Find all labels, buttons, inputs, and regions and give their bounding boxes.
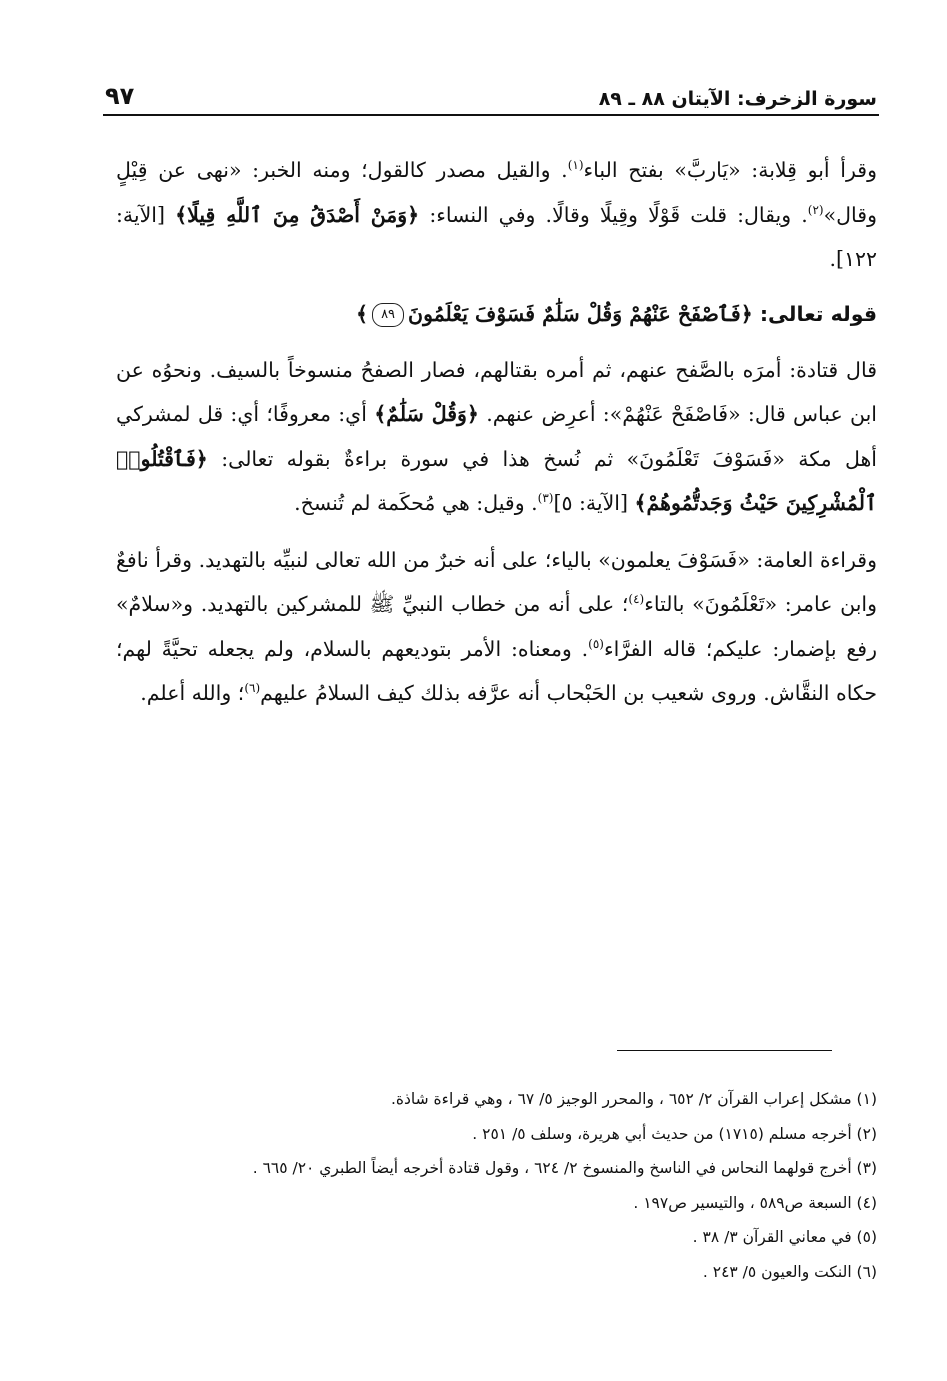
text-run: . والقيل مصدر كالقول؛ ومنه الخبر: «نهى عن قِيْلٍ وقال»: [116, 158, 877, 227]
footnote-ref-1: (١): [567, 158, 584, 173]
text-run: . ومعناه: الأمر بتوديعهم بالسلام، ولم يجعله تحيَّةً لهم؛ حكاه النقَّاش. وروى شعيب بن الحَبْحاب أنه عرَّفه بذلك كيف السلامُ عليهم: [116, 636, 877, 705]
text-run: أي: معروفًا؛ أي: قل لمشركي أهل مكة «فَسَوْفَ تَعْلَمُونَ» ثم نُسخ هذا في سورة براءةٌ بقوله تعالى:: [116, 402, 877, 471]
paragraph-2: [116, 348, 877, 526]
footnotes: [116, 1082, 877, 1289]
text-run: [الآية: ١٢٢].: [116, 202, 877, 271]
text-run: وقراءة العامة: «فَسَوْفَ يعلمون» بالياء؛ على أنه خبرٌ من الله تعالى لنبيِّه بالتهديد. وقرأ نافعٌ وابن عامر: «تَعْلَمُونَ» بالتاء: [116, 547, 877, 616]
footnote: (٤) السبعة ص٥٨٩ ، والتيسير ص١٩٧ .: [633, 1193, 877, 1212]
text-run: ؛ والله أعلم.: [140, 681, 245, 705]
verse-text: ﴿فَٱصْفَحْ عَنْهُمْ وَقُلْ سَلَٰمٌ فَسَوْفَ يَعْلَمُونَ: [408, 301, 753, 326]
running-header: [105, 74, 877, 110]
page-number: ٩٧: [105, 82, 135, 110]
header-title: سورة الزخرف: الآيتان ٨٨ ـ ٨٩: [598, 88, 877, 110]
quran-quote: ﴿وَقُلْ سَلَٰمٌ﴾: [374, 402, 479, 426]
footnote-ref-5: (٥): [588, 636, 604, 651]
text-run: [الآية: ٥]: [553, 491, 635, 515]
paragraph-3: [116, 538, 877, 716]
text-run: . وقيل: هي مُحكَمة لم تُنسخ.: [294, 491, 538, 515]
quran-quote: ﴿فَٱقْتُلُوا۟ ٱلْمُشْرِكِينَ حَيْثُ وَجَدتُّمُوهُمْ﴾: [116, 446, 877, 515]
main-text: [116, 148, 877, 726]
footnote-ref-3: (٣): [537, 491, 554, 506]
footnote-ref-4: (٤): [628, 592, 645, 607]
footnote-separator: [617, 1050, 832, 1051]
header-rule: [103, 114, 879, 116]
footnote: (٥) في معاني القرآن ٣/ ٣٨ .: [692, 1228, 877, 1246]
footnote-ref-2: (٢): [807, 202, 824, 217]
footnote-ref-6: (٦): [244, 681, 261, 696]
ayah-number-badge: ٨٩: [372, 303, 404, 327]
verse-heading-label: قوله تعالى:: [752, 301, 877, 326]
footnote: (١) مشكل إعراب القرآن ٢/ ٦٥٢ ، والمحرر الوجيز ٥/ ٦٧ ، وهي قراءة شاذة.: [390, 1090, 877, 1108]
verse-heading: [116, 292, 877, 336]
text-run: قال قتادة: أمرَه بالصَّفح عنهم، ثم أمره بقتالهم، فصار الصفحُ منسوخاً بالسيف. ونحوُه عن ابن عباس قال: «فَاصْفَحْ عَنْهُمْ»: أعرِض عنهم.: [116, 357, 878, 426]
paragraph-1: [116, 148, 877, 282]
verse-close-bracket: ﴾: [356, 301, 369, 326]
footnote: (٢) أخرجه مسلم (١٧١٥) من حديث أبي هريرة، وسلف ٥/ ٢٥١ .: [472, 1124, 877, 1143]
quran-quote: ﴿وَمَنْ أَصْدَقُ مِنَ ٱللَّهِ قِيلًا﴾: [175, 202, 420, 227]
footnote: (٦) النكت والعيون ٥/ ٢٤٣ .: [702, 1262, 877, 1281]
text-run: ؛ على أنه من خطاب النبيِّ ﷺ للمشركين بالتهديد. و«سلامٌ» رفع بإضمار: عليكم؛ قاله الفرَّاء: [116, 592, 877, 661]
footnote: (٣) أخرج قولهما النحاس في الناسخ والمنسوخ ٢/ ٦٢٤ ، وقول قتادة أخرجه أيضاً الطبري ٢٠/ ٦٦٥ .: [252, 1159, 877, 1177]
text-run: وقرأ أبو قِلابة: «يَاربَّ» بفتح الباء: [583, 158, 877, 182]
text-run: . ويقال: قلت قَوْلًا وقِيلًا وقالًا. وفي النساء:: [419, 202, 808, 227]
